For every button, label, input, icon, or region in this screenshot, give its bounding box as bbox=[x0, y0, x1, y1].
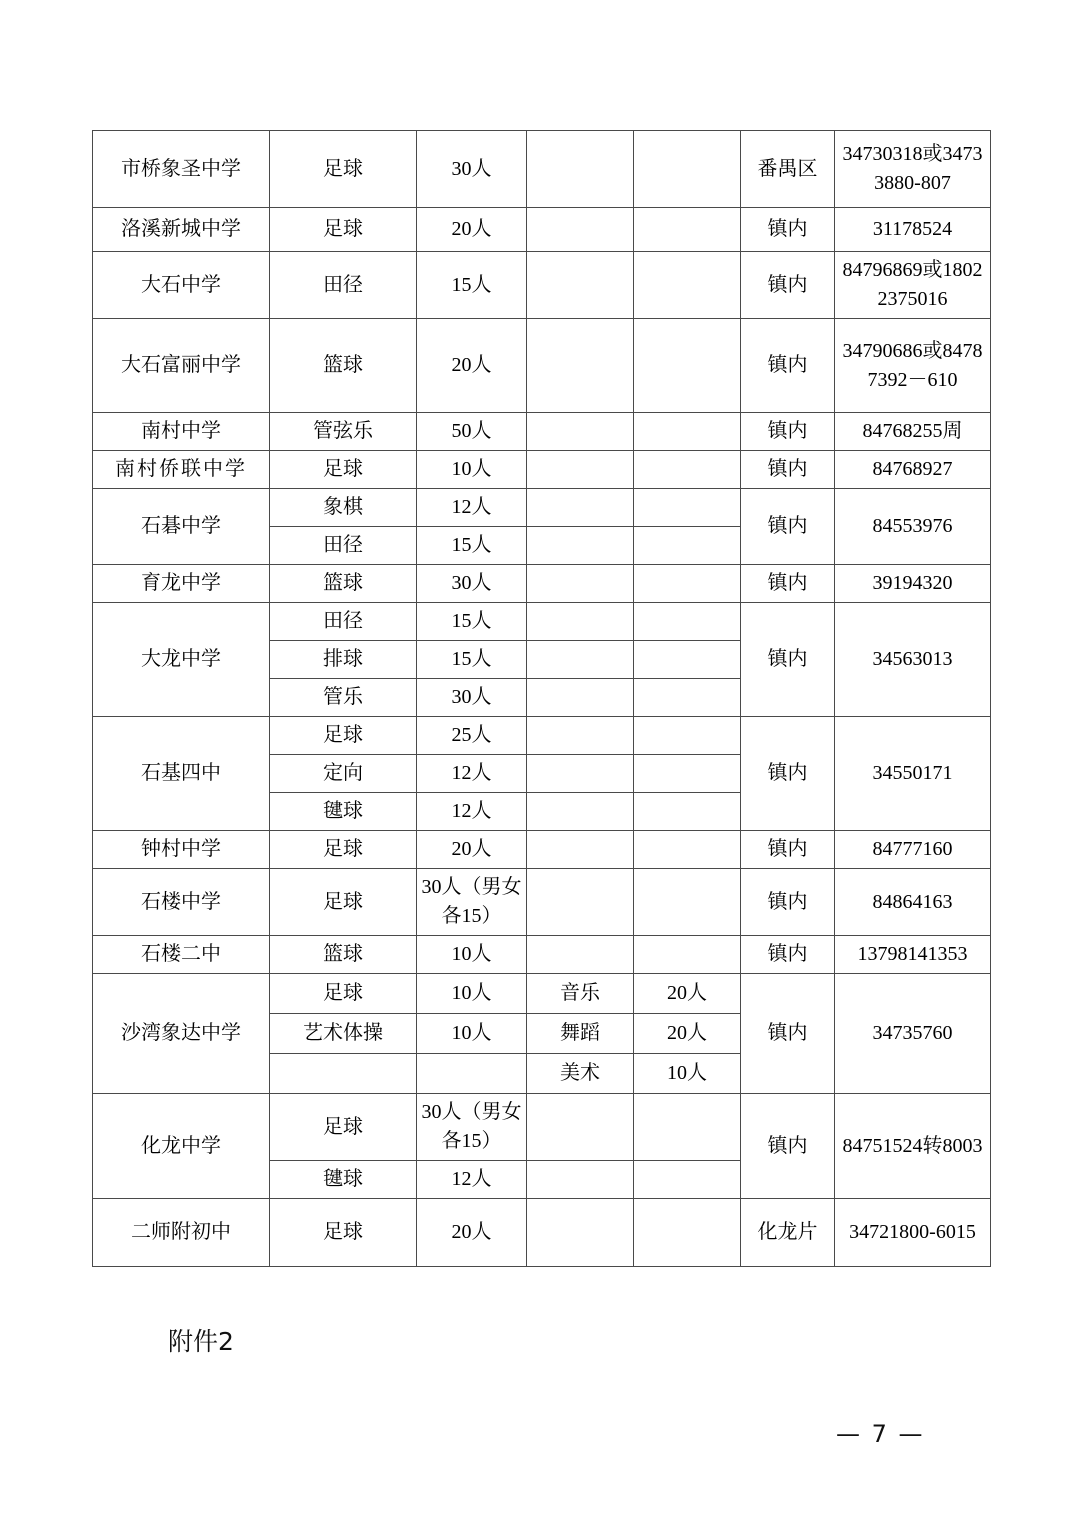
table-body bbox=[93, 131, 991, 1267]
cell-sport-count: 10人 bbox=[417, 974, 527, 1014]
cell-art-item bbox=[527, 793, 634, 831]
school-sports-table-wrapper bbox=[92, 130, 990, 1267]
cell-art-count bbox=[634, 793, 741, 831]
cell-sport-count: 15人 bbox=[417, 252, 527, 319]
cell-phone: 84777160 bbox=[835, 831, 991, 869]
table-row bbox=[93, 1199, 991, 1267]
cell-school-name: 育龙中学 bbox=[93, 565, 270, 603]
cell-art-item bbox=[527, 603, 634, 641]
cell-art-item: 舞蹈 bbox=[527, 1014, 634, 1054]
cell-school-name: 大石富丽中学 bbox=[93, 319, 270, 413]
cell-art-count bbox=[634, 451, 741, 489]
table-row bbox=[93, 252, 991, 319]
cell-school-name: 洛溪新城中学 bbox=[93, 208, 270, 252]
cell-phone: 34563013 bbox=[835, 603, 991, 717]
attachment-label: 附件2 bbox=[168, 1327, 234, 1356]
cell-school-name: 钟村中学 bbox=[93, 831, 270, 869]
cell-phone: 34790686或84787392－610 bbox=[835, 319, 991, 413]
cell-art-item bbox=[527, 131, 634, 208]
cell-art-item bbox=[527, 641, 634, 679]
cell-sport-count: 30人（男女各15） bbox=[417, 869, 527, 936]
cell-phone: 84553976 bbox=[835, 489, 991, 565]
cell-art-item bbox=[527, 527, 634, 565]
table-row bbox=[93, 451, 991, 489]
cell-art-item bbox=[527, 1199, 634, 1267]
cell-sport-count: 30人 bbox=[417, 565, 527, 603]
cell-sport-count: 30人（男女各15） bbox=[417, 1094, 527, 1161]
cell-art-count bbox=[634, 1094, 741, 1161]
cell-sport-count: 12人 bbox=[417, 1161, 527, 1199]
cell-phone: 84864163 bbox=[835, 869, 991, 936]
table-row bbox=[93, 131, 991, 208]
page-number: — 7 — bbox=[836, 1420, 925, 1448]
cell-art-item bbox=[527, 755, 634, 793]
cell-art-item bbox=[527, 451, 634, 489]
cell-school-name: 石楼二中 bbox=[93, 936, 270, 974]
cell-art-count: 20人 bbox=[634, 1014, 741, 1054]
cell-art-item bbox=[527, 717, 634, 755]
cell-phone: 34721800-6015 bbox=[835, 1199, 991, 1267]
cell-phone: 34730318或34733880-807 bbox=[835, 131, 991, 208]
cell-sport-item: 足球 bbox=[270, 451, 417, 489]
cell-art-count bbox=[634, 603, 741, 641]
table-row bbox=[93, 831, 991, 869]
cell-sport-item: 足球 bbox=[270, 1094, 417, 1161]
cell-art-count bbox=[634, 641, 741, 679]
cell-art-item bbox=[527, 489, 634, 527]
cell-sport-count: 10人 bbox=[417, 1014, 527, 1054]
cell-art-item bbox=[527, 319, 634, 413]
cell-school-name: 南村侨联中学 bbox=[93, 451, 270, 489]
cell-art-item bbox=[527, 208, 634, 252]
cell-area: 镇内 bbox=[741, 413, 835, 451]
cell-sport-item bbox=[270, 1054, 417, 1094]
school-sports-table bbox=[92, 130, 991, 1267]
cell-school-name: 大石中学 bbox=[93, 252, 270, 319]
cell-art-count bbox=[634, 319, 741, 413]
cell-sport-item: 足球 bbox=[270, 974, 417, 1014]
cell-art-count bbox=[634, 679, 741, 717]
cell-art-item bbox=[527, 679, 634, 717]
cell-sport-count: 20人 bbox=[417, 1199, 527, 1267]
cell-art-count bbox=[634, 869, 741, 936]
cell-sport-count: 10人 bbox=[417, 936, 527, 974]
cell-art-item bbox=[527, 869, 634, 936]
cell-art-item bbox=[527, 413, 634, 451]
cell-sport-item: 艺术体操 bbox=[270, 1014, 417, 1054]
cell-area: 番禺区 bbox=[741, 131, 835, 208]
cell-phone: 84796869或18022375016 bbox=[835, 252, 991, 319]
cell-sport-item: 毽球 bbox=[270, 793, 417, 831]
cell-sport-count: 25人 bbox=[417, 717, 527, 755]
cell-art-count bbox=[634, 252, 741, 319]
cell-sport-item: 田径 bbox=[270, 603, 417, 641]
table-row bbox=[93, 603, 991, 641]
cell-sport-item: 排球 bbox=[270, 641, 417, 679]
cell-art-count bbox=[634, 489, 741, 527]
cell-art-count bbox=[634, 1161, 741, 1199]
cell-art-count bbox=[634, 1199, 741, 1267]
cell-area: 镇内 bbox=[741, 252, 835, 319]
cell-sport-item: 足球 bbox=[270, 1199, 417, 1267]
table-row bbox=[93, 208, 991, 252]
cell-sport-item: 足球 bbox=[270, 717, 417, 755]
cell-art-count bbox=[634, 413, 741, 451]
cell-area: 镇内 bbox=[741, 1094, 835, 1199]
cell-art-count: 20人 bbox=[634, 974, 741, 1014]
cell-art-item bbox=[527, 936, 634, 974]
cell-sport-item: 象棋 bbox=[270, 489, 417, 527]
cell-area: 镇内 bbox=[741, 869, 835, 936]
cell-sport-item: 足球 bbox=[270, 869, 417, 936]
cell-sport-count: 12人 bbox=[417, 489, 527, 527]
cell-phone: 84768927 bbox=[835, 451, 991, 489]
cell-sport-item: 篮球 bbox=[270, 319, 417, 413]
cell-art-item: 音乐 bbox=[527, 974, 634, 1014]
cell-school-name: 沙湾象达中学 bbox=[93, 974, 270, 1094]
cell-sport-count: 20人 bbox=[417, 208, 527, 252]
cell-area: 镇内 bbox=[741, 451, 835, 489]
cell-art-count bbox=[634, 208, 741, 252]
cell-area: 化龙片 bbox=[741, 1199, 835, 1267]
cell-sport-item: 毽球 bbox=[270, 1161, 417, 1199]
cell-art-item bbox=[527, 1094, 634, 1161]
table-row bbox=[93, 936, 991, 974]
cell-sport-count: 50人 bbox=[417, 413, 527, 451]
cell-sport-item: 管乐 bbox=[270, 679, 417, 717]
cell-art-item bbox=[527, 565, 634, 603]
cell-sport-count: 20人 bbox=[417, 831, 527, 869]
table-row bbox=[93, 1094, 991, 1161]
cell-school-name: 大龙中学 bbox=[93, 603, 270, 717]
cell-phone: 39194320 bbox=[835, 565, 991, 603]
cell-sport-count: 30人 bbox=[417, 679, 527, 717]
cell-art-count bbox=[634, 131, 741, 208]
cell-school-name: 市桥象圣中学 bbox=[93, 131, 270, 208]
cell-area: 镇内 bbox=[741, 319, 835, 413]
cell-school-name: 石碁中学 bbox=[93, 489, 270, 565]
cell-phone: 31178524 bbox=[835, 208, 991, 252]
cell-art-count bbox=[634, 755, 741, 793]
cell-school-name: 二师附初中 bbox=[93, 1199, 270, 1267]
table-row bbox=[93, 565, 991, 603]
cell-school-name: 化龙中学 bbox=[93, 1094, 270, 1199]
cell-sport-count: 15人 bbox=[417, 603, 527, 641]
cell-sport-item: 田径 bbox=[270, 527, 417, 565]
cell-sport-count: 20人 bbox=[417, 319, 527, 413]
cell-art-count: 10人 bbox=[634, 1054, 741, 1094]
cell-sport-count: 15人 bbox=[417, 641, 527, 679]
cell-area: 镇内 bbox=[741, 208, 835, 252]
cell-phone: 34550171 bbox=[835, 717, 991, 831]
table-row bbox=[93, 319, 991, 413]
cell-sport-count: 12人 bbox=[417, 755, 527, 793]
cell-area: 镇内 bbox=[741, 717, 835, 831]
table-row bbox=[93, 974, 991, 1014]
cell-art-count bbox=[634, 831, 741, 869]
cell-area: 镇内 bbox=[741, 936, 835, 974]
table-row bbox=[93, 489, 991, 527]
cell-school-name: 石基四中 bbox=[93, 717, 270, 831]
cell-area: 镇内 bbox=[741, 603, 835, 717]
cell-art-count bbox=[634, 565, 741, 603]
cell-area: 镇内 bbox=[741, 974, 835, 1094]
table-row bbox=[93, 869, 991, 936]
cell-art-count bbox=[634, 936, 741, 974]
cell-sport-item: 田径 bbox=[270, 252, 417, 319]
cell-phone: 34735760 bbox=[835, 974, 991, 1094]
table-row bbox=[93, 717, 991, 755]
cell-art-item: 美术 bbox=[527, 1054, 634, 1094]
cell-art-item bbox=[527, 831, 634, 869]
cell-sport-item: 足球 bbox=[270, 208, 417, 252]
cell-art-count bbox=[634, 717, 741, 755]
cell-sport-count: 15人 bbox=[417, 527, 527, 565]
cell-area: 镇内 bbox=[741, 831, 835, 869]
cell-sport-count: 30人 bbox=[417, 131, 527, 208]
cell-sport-count: 12人 bbox=[417, 793, 527, 831]
cell-art-item bbox=[527, 252, 634, 319]
cell-sport-count bbox=[417, 1054, 527, 1094]
cell-sport-item: 足球 bbox=[270, 131, 417, 208]
cell-sport-item: 定向 bbox=[270, 755, 417, 793]
table-row bbox=[93, 413, 991, 451]
cell-sport-count: 10人 bbox=[417, 451, 527, 489]
cell-sport-item: 管弦乐 bbox=[270, 413, 417, 451]
cell-phone: 84768255周 bbox=[835, 413, 991, 451]
cell-sport-item: 足球 bbox=[270, 831, 417, 869]
cell-phone: 84751524转8003 bbox=[835, 1094, 991, 1199]
cell-area: 镇内 bbox=[741, 489, 835, 565]
cell-sport-item: 篮球 bbox=[270, 936, 417, 974]
cell-art-item bbox=[527, 1161, 634, 1199]
cell-school-name: 南村中学 bbox=[93, 413, 270, 451]
cell-phone: 13798141353 bbox=[835, 936, 991, 974]
cell-sport-item: 篮球 bbox=[270, 565, 417, 603]
cell-area: 镇内 bbox=[741, 565, 835, 603]
cell-school-name: 石楼中学 bbox=[93, 869, 270, 936]
cell-art-count bbox=[634, 527, 741, 565]
